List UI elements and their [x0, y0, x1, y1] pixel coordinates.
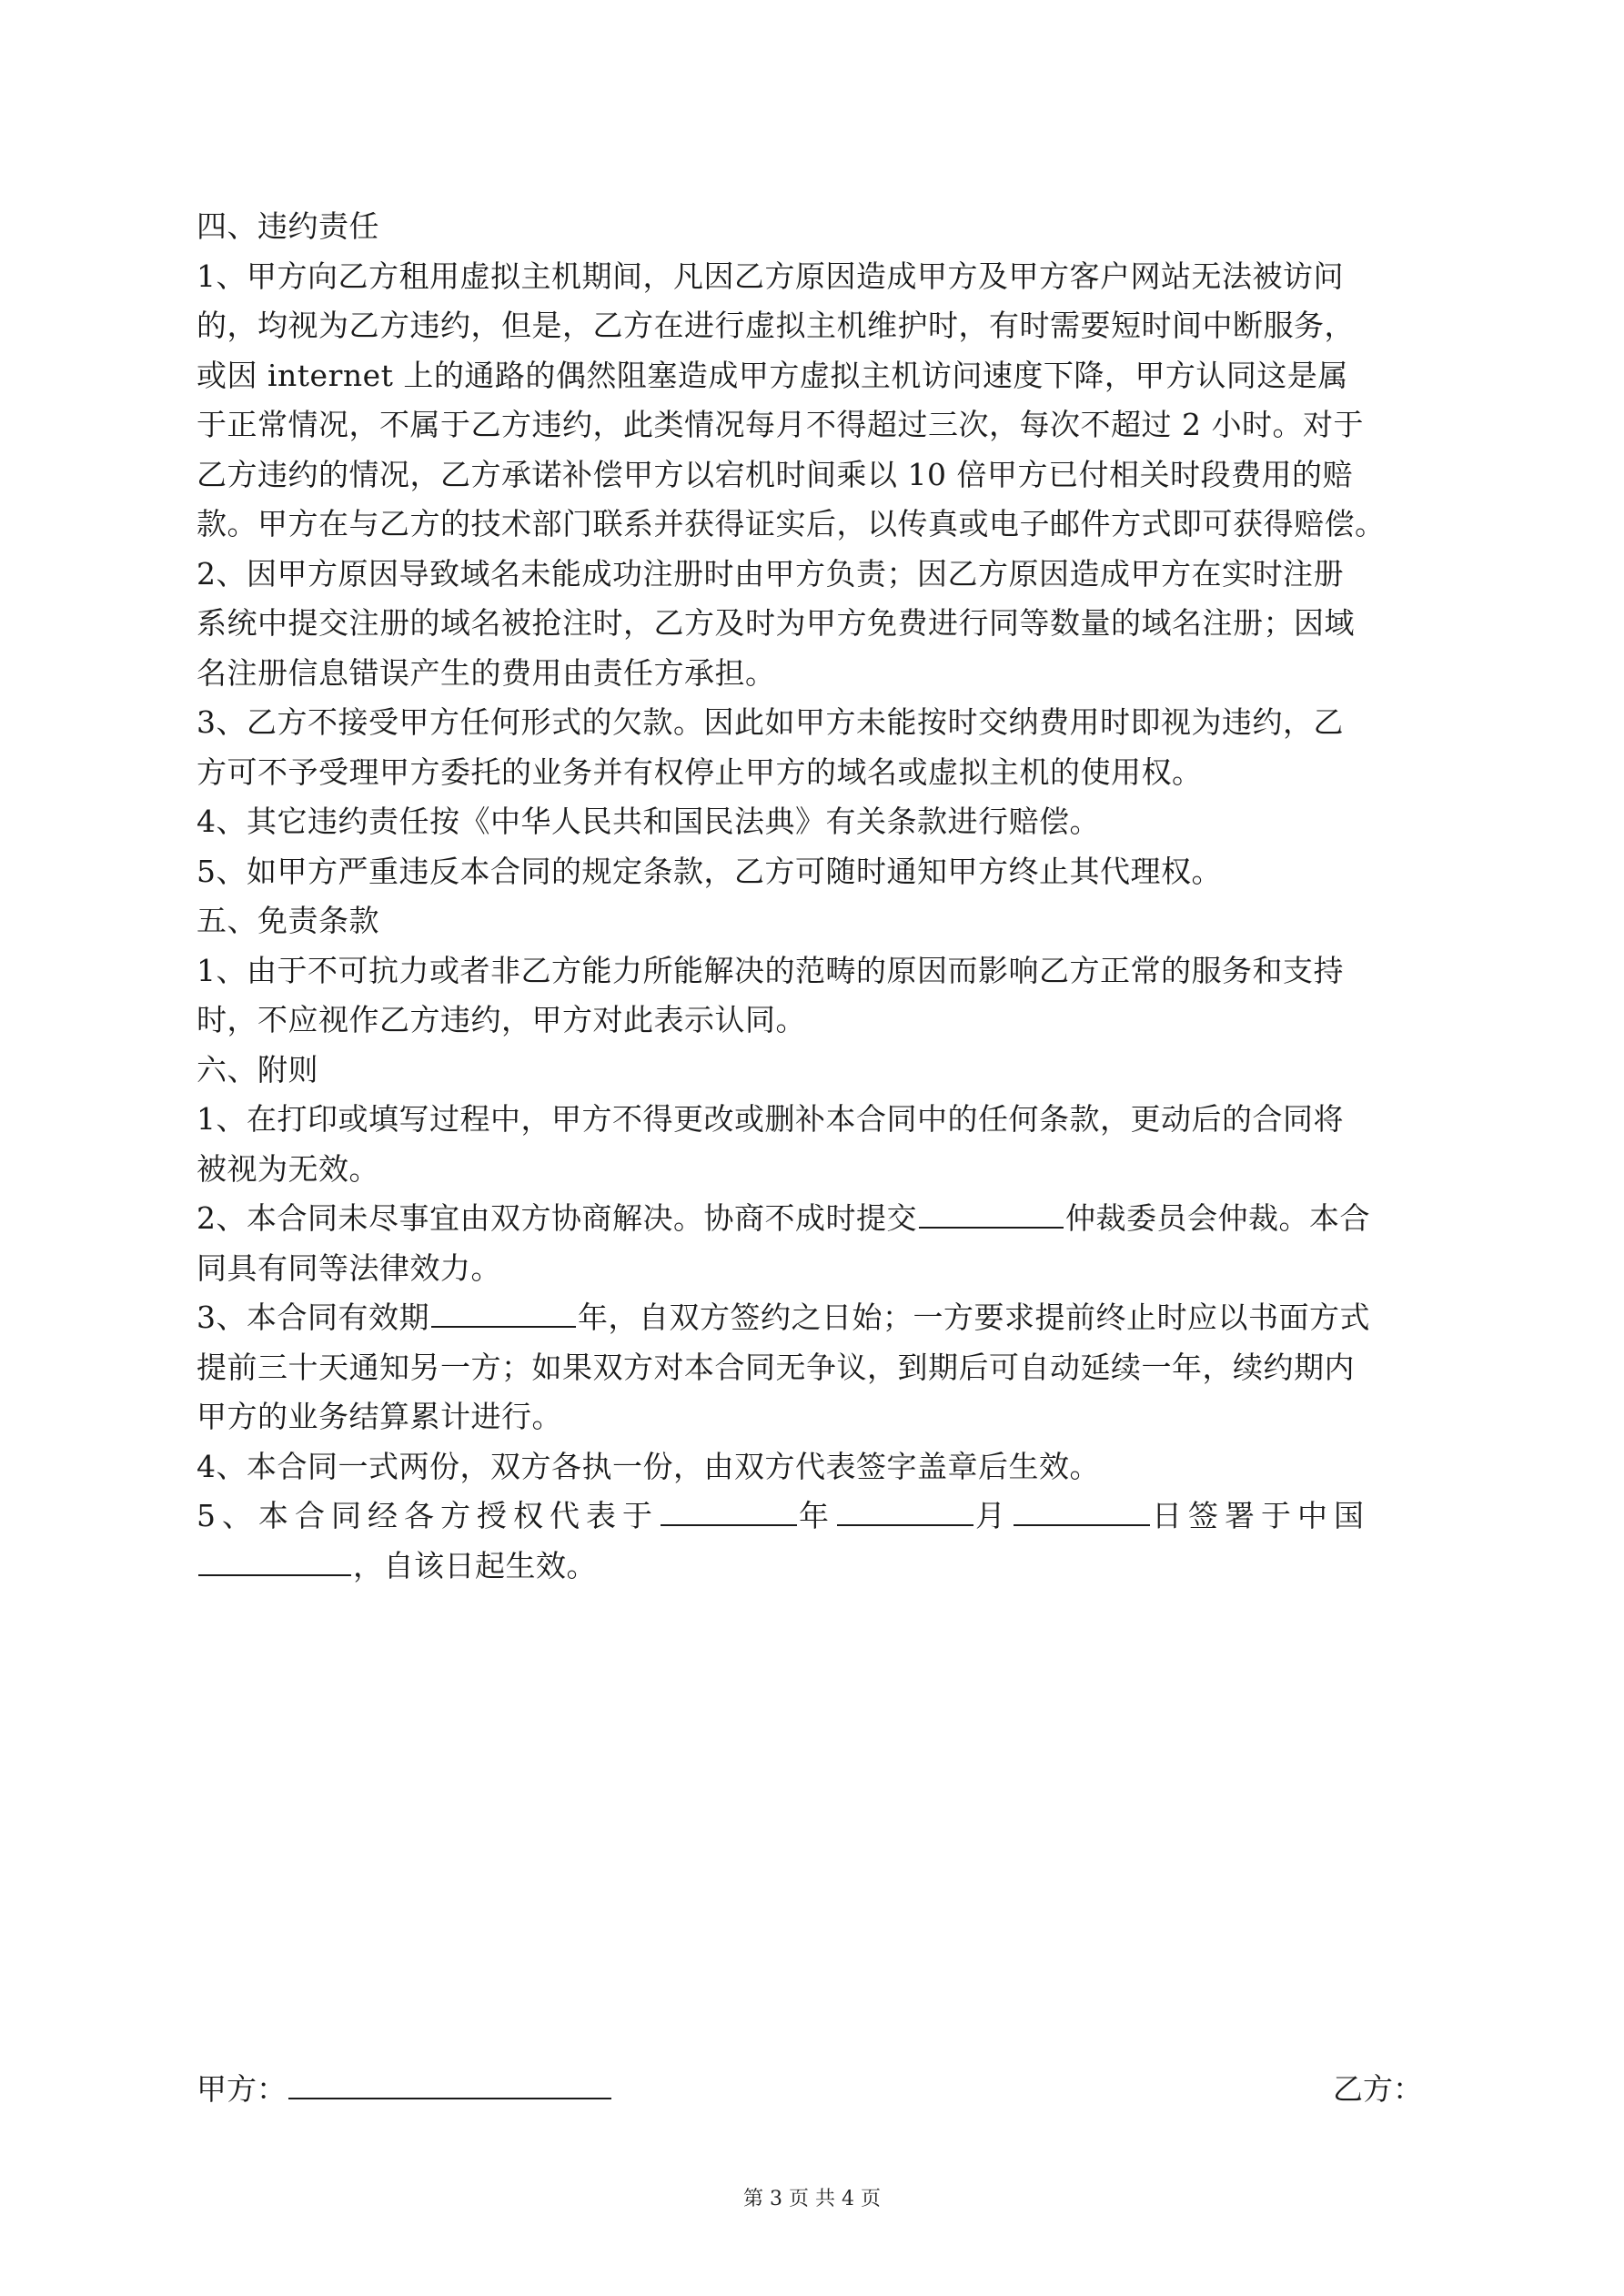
text-line: 同具有同等法律效力。	[197, 1249, 501, 1286]
party-a-signature-line[interactable]	[288, 2068, 611, 2099]
section-4-heading: 四、违约责任	[197, 208, 379, 244]
signature-row	[197, 2066, 1432, 2120]
contract-body	[197, 202, 1432, 1591]
clause-text: ，自该日起生效。	[353, 1547, 597, 1583]
party-b-signature	[1333, 2066, 1423, 2109]
text-line	[197, 1542, 1432, 1592]
clause-text: 仲裁委员会仲裁。本合	[1065, 1200, 1370, 1236]
page-number: 第 3 页 共 4 页	[743, 2188, 881, 2210]
section-5-heading: 五、免责条款	[197, 903, 379, 938]
section-4-clause-3	[197, 698, 1432, 797]
text-line: 甲方的业务结算累计进行。	[197, 1399, 562, 1434]
text-line	[197, 1194, 1432, 1244]
sign-day-blank[interactable]	[1014, 1495, 1150, 1526]
clause-text: 3、本合同有效期	[197, 1300, 429, 1335]
section-6-clause-4: 4、本合同一式两份，双方各执一份，由双方代表签字盖章后生效。	[197, 1448, 1100, 1484]
text-line: 或因 internet 上的通路的偶然阻塞造成甲方虚拟主机访问速度下降，甲方认同这是属	[197, 357, 1348, 393]
section-4-clause-1	[197, 252, 1432, 550]
text-line: 2、因甲方原因导致域名未能成功注册时由甲方负责；因乙方原因造成甲方在实时注册	[197, 555, 1344, 592]
clause-text: 年	[799, 1498, 835, 1533]
party-b-label: 乙方：	[1333, 2071, 1423, 2107]
text-line: 提前三十天通知另一方；如果双方对本合同无争议，到期后可自动延续一年，续约期内	[197, 1349, 1355, 1385]
section-6-clause-2	[197, 1194, 1432, 1293]
section-6-heading: 六、附则	[197, 1051, 318, 1087]
text-line: 1、甲方向乙方租用虚拟主机期间，凡因乙方原因造成甲方及甲方客户网站无法被访问	[197, 258, 1344, 294]
section-6-clause-1	[197, 1095, 1432, 1194]
arbitration-commission-blank[interactable]	[919, 1198, 1064, 1229]
section-4-clause-4: 4、其它违约责任按《中华人民共和国民法典》有关条款进行赔偿。	[197, 804, 1100, 839]
section-5-clause-1	[197, 946, 1432, 1046]
clause-text: 5、本合同经各方授权代表于	[197, 1498, 659, 1533]
text-line	[197, 1293, 1432, 1343]
party-a-signature	[197, 2066, 613, 2109]
text-line: 1、由于不可抗力或者非乙方能力所能解决的范畴的原因而影响乙方正常的服务和支持	[197, 952, 1344, 988]
clause-text: 2、本合同未尽事宜由双方协商解决。协商不成时提交	[197, 1200, 917, 1236]
text-line: 时，不应视作乙方违约，甲方对此表示认同。	[197, 1002, 806, 1037]
text-line: 于正常情况，不属于乙方违约，此类情况每月不得超过三次，每次不超过 2 小时。对于	[197, 407, 1364, 442]
clause-text: 月	[975, 1498, 1012, 1533]
text-line: 被视为无效。	[197, 1150, 379, 1187]
text-line: 款。甲方在与乙方的技术部门联系并获得证实后，以传真或电子邮件方式即可获得赔偿。	[197, 506, 1386, 541]
sign-location-blank[interactable]	[198, 1545, 351, 1576]
text-line: 名注册信息错误产生的费用由责任方承担。	[197, 654, 776, 691]
validity-years-blank[interactable]	[431, 1297, 576, 1328]
party-a-label: 甲方：	[197, 2071, 287, 2107]
section-6-clause-5	[197, 1492, 1432, 1591]
clause-text: 日签署于中国	[1152, 1498, 1370, 1533]
text-line: 3、乙方不接受甲方任何形式的欠款。因此如甲方未能按时交纳费用时即视为违约，乙	[197, 704, 1344, 740]
section-4-clause-2	[197, 550, 1432, 699]
section-6-clause-3	[197, 1293, 1432, 1442]
text-line: 方可不予受理甲方委托的业务并有权停止甲方的域名或虚拟主机的使用权。	[197, 754, 1203, 790]
sign-month-blank[interactable]	[837, 1495, 973, 1526]
sign-year-blank[interactable]	[661, 1495, 797, 1526]
section-4-clause-5: 5、如甲方严重违反本合同的规定条款，乙方可随时通知甲方终止其代理权。	[197, 853, 1222, 889]
text-line: 的，均视为乙方违约，但是，乙方在进行虚拟主机维护时，有时需要短时间中断服务，	[197, 308, 1355, 343]
clause-text: 年，自双方签约之日始；一方要求提前终止时应以书面方式	[578, 1300, 1370, 1335]
text-line: 乙方违约的情况，乙方承诺补偿甲方以宕机时间乘以 10 倍甲方已付相关时段费用的赔	[197, 456, 1353, 492]
text-line: 1、在打印或填写过程中，甲方不得更改或删补本合同中的任何条款，更动后的合同将	[197, 1101, 1344, 1137]
text-line	[197, 1492, 1432, 1542]
text-line: 系统中提交注册的域名被抢注时，乙方及时为甲方免费进行同等数量的域名注册；因域	[197, 605, 1355, 641]
